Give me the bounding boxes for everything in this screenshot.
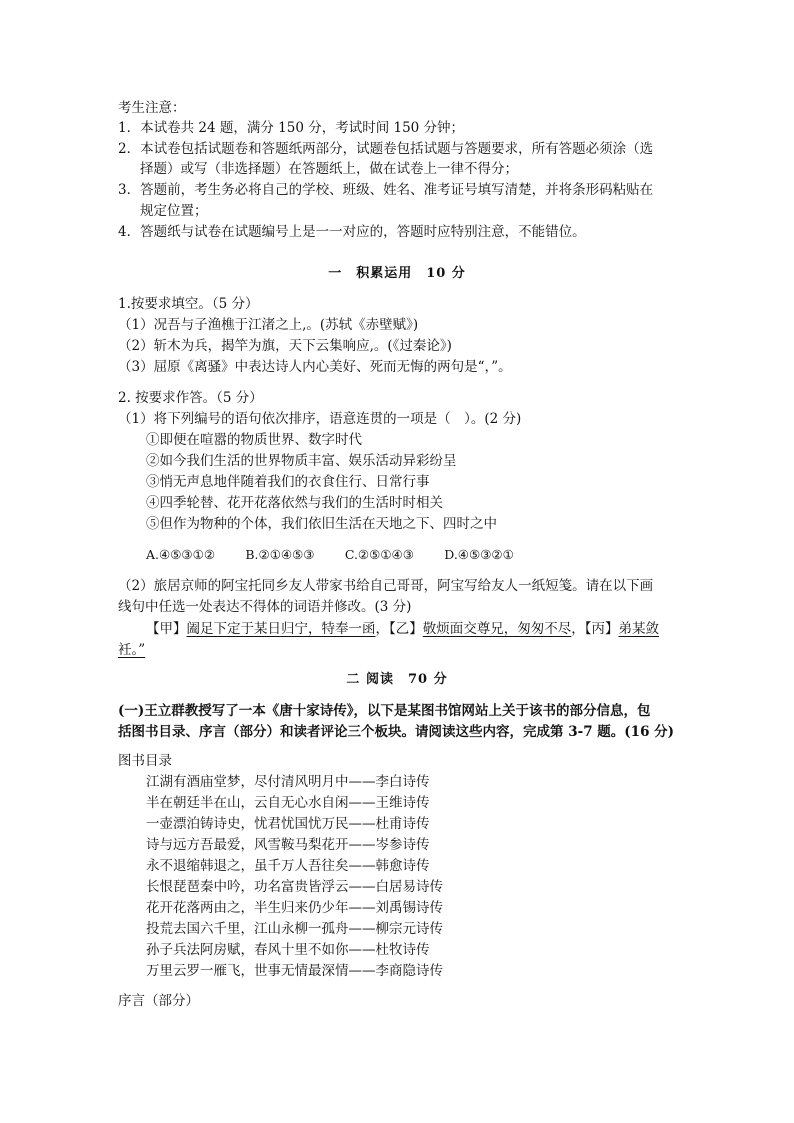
- q2-sub1: （1）将下列编号的语句依次排序，语意连贯的一项是（ ）。(2 分): [118, 411, 522, 427]
- note-tag-jia: 【甲】: [146, 621, 187, 637]
- option-a: A.④⑤③①②: [146, 547, 216, 562]
- reading-intro-line2: 括图书目录、序言（部分）和读者评论三个板块。请阅读这些内容，完成第 3-7 题。(16 分): [118, 724, 675, 740]
- toc-item-3: 一壶漂泊铸诗史，忧君忧国忧万民——杜甫诗传: [146, 816, 430, 832]
- toc-item-2: 半在朝廷半在山，云自无心水自闲——王维诗传: [146, 795, 430, 811]
- notice-item-1: 1．本试卷共 24 题，满分 150 分，考试时间 150 分钟；: [118, 120, 465, 136]
- q2-stem: 2. 按要求作答。（5 分）: [118, 390, 263, 406]
- q1-item-3: （3）屈原《离骚》中表达诗人内心美好、死而无悔的两句是“，”。: [118, 359, 512, 375]
- note-text-jia: 阖足下定于某日归宁，特奉一函: [186, 621, 376, 637]
- q2-sub2-line2: 线句中任选一处表达不得体的词语并修改。(3 分): [118, 599, 412, 615]
- q1-stem: 1.按要求填空。（5 分）: [118, 296, 259, 312]
- q2-sentence-5: ⑤但作为物种的个体，我们依旧生活在天地之下、四时之中: [146, 516, 497, 532]
- notice-item-2: 2．本试卷包括试题卷和答题纸两部分，试题卷包括试题与答题要求，所有答题必须涂（选: [118, 141, 654, 157]
- q2-sentence-3: ③悄无声息地伴随着我们的衣食住行、日常行事: [146, 474, 430, 490]
- q2-sentence-4: ④四季轮替、花开花落依然与我们的生活时时相关: [146, 495, 443, 511]
- q2-sentence-1: ①即便在喧嚣的物质世界、数字时代: [146, 432, 362, 448]
- note-tag-yi: 【乙】: [389, 621, 423, 637]
- note-text-bing: 弟某敛: [618, 621, 659, 637]
- toc-item-4: 诗与远方吾最爱，风雪鞍马梨花开——岑参诗传: [146, 837, 430, 853]
- notice-item-4: 4．答题纸与试卷在试题编号上是一一对应的，答题时应特别注意，不能错位。: [118, 224, 586, 240]
- q1-item-1: （1）况吾与子渔樵于江渚之上,。(苏轼《赤壁赋》): [118, 317, 419, 333]
- q1-item-2: （2）斩木为兵，揭竿为旗，天下云集响应,。(《过秦论》): [118, 338, 452, 354]
- toc-item-7: 花开花落两由之，半生归来仍少年——刘禹锡诗传: [146, 900, 443, 916]
- toc-title: 图书目录: [118, 753, 172, 769]
- note-tail: 衽。”: [118, 642, 146, 658]
- q2-sentence-2: ②如今我们生活的世界物质丰富、娱乐活动异彩纷呈: [146, 453, 457, 469]
- notice-item-3: 3．答题前，考生务必将自己的学校、班级、姓名、准考证号填写清楚，并将条形码粘贴在: [118, 182, 654, 198]
- option-d: D.④⑤③②①: [444, 547, 514, 562]
- toc-item-9: 孙子兵法阿房赋，春风十里不如你——杜牧诗传: [146, 942, 430, 958]
- option-c: C.②⑤①④③: [344, 547, 414, 562]
- preface-title: 序言（部分）: [118, 993, 199, 1009]
- q2-note-line2: [118, 640, 145, 660]
- toc-item-6: 长恨琵琶秦中吟，功名富贵皆浮云——白居易诗传: [146, 879, 443, 895]
- q2-sub2-line1: （2）旅居京师的阿宝托同乡友人带家书给自己哥哥，阿宝写给友人一纸短笺。请在以下画: [118, 578, 654, 594]
- section-1-title: 一 积累运用 10 分: [328, 266, 466, 281]
- q2-options: [146, 545, 540, 565]
- note-text-yi: 敬烦面交尊兄，匆匆不尽: [422, 621, 572, 637]
- toc-item-8: 投荒去国六千里，江山永柳一孤舟——柳宗元诗传: [146, 921, 443, 937]
- notice-title: 考生注意：: [118, 100, 186, 116]
- toc-item-5: 永不退缩韩退之，虽千万人吾往矣——韩愈诗传: [146, 858, 430, 874]
- notice-item-2-cont: 择题）或写（非选择题）在答题纸上，做在试卷上一律不得分；: [140, 161, 518, 177]
- toc-item-10: 万里云罗一雁飞，世事无情最深情——李商隐诗传: [146, 963, 443, 979]
- note-tag-bing: 【丙】: [584, 621, 619, 637]
- section-2-title: 二 阅读 70 分: [346, 672, 448, 687]
- toc-item-1: 江湖有酒庙堂梦，尽付清风明月中——李白诗传: [146, 774, 430, 790]
- q2-note-line1: [146, 619, 659, 639]
- note-sep-1: ，: [375, 621, 389, 637]
- reading-intro-line1: (一)王立群教授写了一本《唐十家诗传》，以下是某图书馆网站上关于该书的部分信息，包: [118, 703, 651, 719]
- note-sep-2: ，: [571, 621, 585, 637]
- notice-item-3-cont: 规定位置；: [140, 203, 208, 219]
- option-b: B.②①④⑤③: [245, 547, 315, 562]
